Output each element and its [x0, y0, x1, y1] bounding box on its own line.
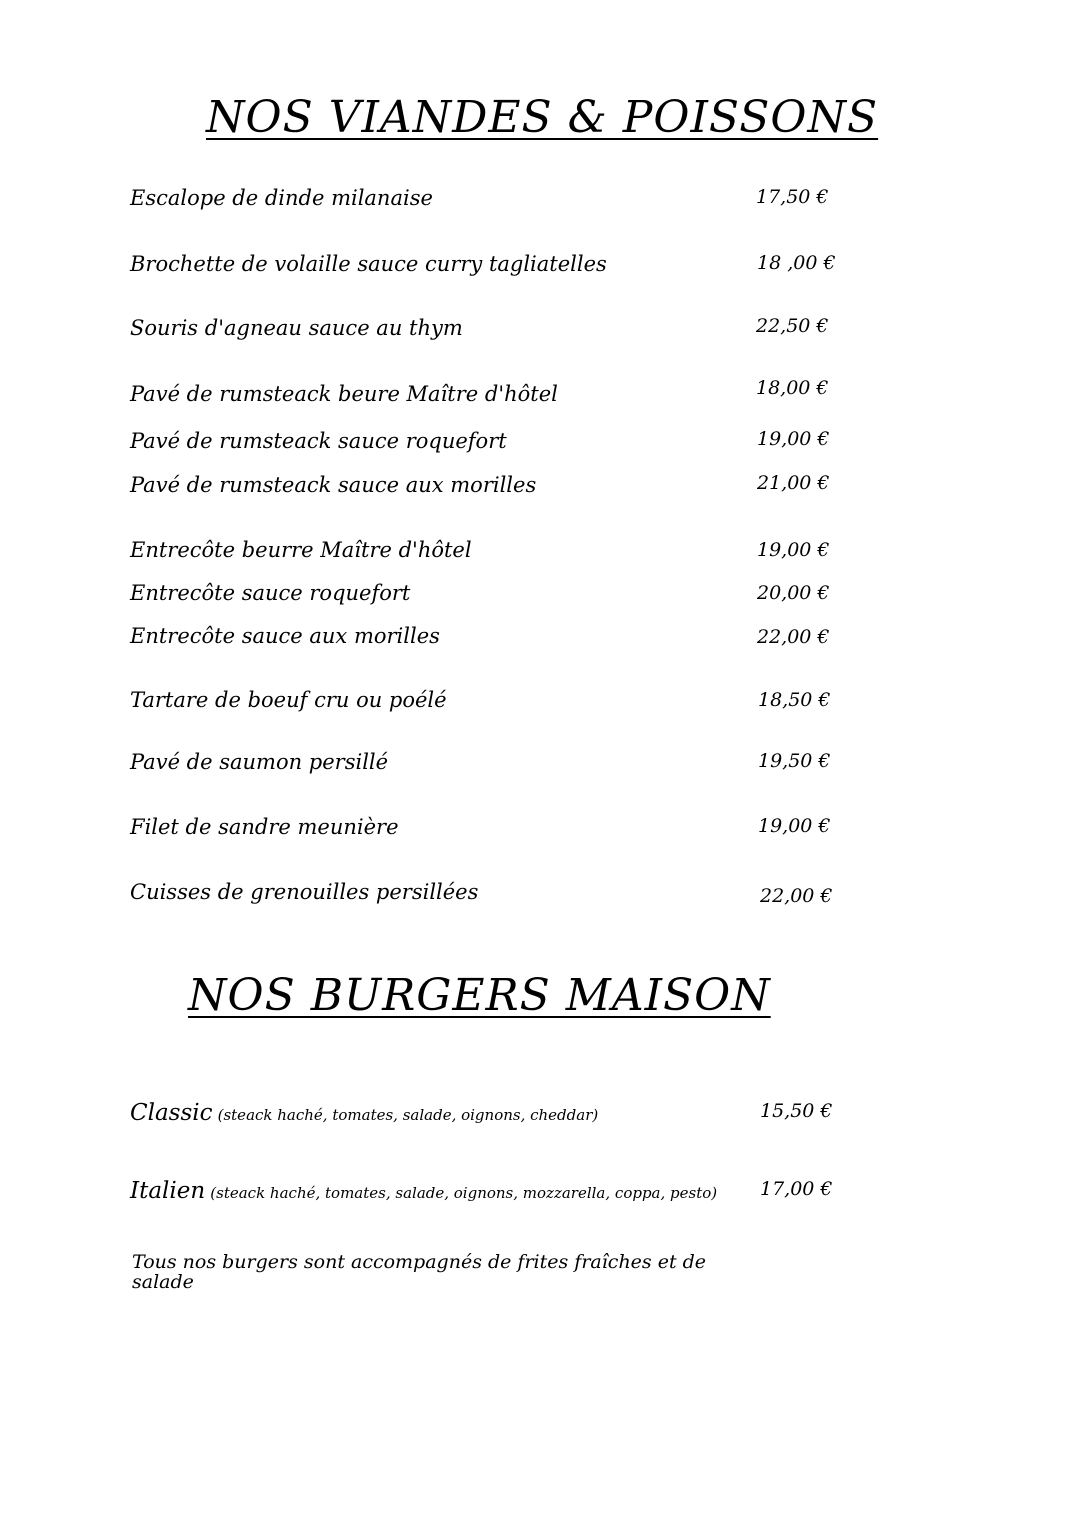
burger-item	[130, 1100, 730, 1126]
menu-item-price: 21,00 €	[757, 472, 830, 494]
burger-price: 17,00 €	[760, 1178, 833, 1200]
menu-item-price: 22,00 €	[760, 885, 833, 907]
menu-item-price: 18,50 €	[758, 689, 831, 711]
menu-item-name: Pavé de rumsteack sauce roquefort	[130, 429, 507, 453]
menu-item-name: Entrecôte sauce roquefort	[130, 581, 411, 605]
menu-item-name: Cuisses de grenouilles persillées	[130, 880, 479, 904]
burger-name: Italien	[130, 1178, 206, 1204]
section-title-burgers: NOS BURGERS MAISON	[188, 970, 771, 1021]
menu-item-name: Tartare de boeuf cru ou poélé	[130, 688, 447, 712]
menu-item-price: 18,00 €	[756, 377, 829, 399]
menu-item-price: 19,00 €	[757, 428, 830, 450]
menu-item-price: 19,00 €	[757, 539, 830, 561]
menu-item-name: Entrecôte beurre Maître d'hôtel	[130, 538, 472, 562]
menu-item-price: 22,50 €	[756, 315, 829, 337]
burger-item	[130, 1178, 730, 1204]
burger-description: (steack haché, tomates, salade, oignons, cheddar)	[217, 1106, 599, 1124]
menu-item-price: 18 ,00 €	[757, 252, 836, 274]
burger-name: Classic	[130, 1100, 213, 1126]
menu-item-name: Escalope de dinde milanaise	[130, 186, 433, 210]
burger-description: (steack haché, tomates, salade, oignons, mozzarella, coppa, pesto)	[210, 1184, 718, 1202]
burger-price: 15,50 €	[760, 1100, 833, 1122]
menu-item-name: Entrecôte sauce aux morilles	[130, 624, 440, 648]
menu-item-name: Pavé de rumsteack sauce aux morilles	[130, 473, 537, 497]
menu-item-price: 17,50 €	[756, 186, 829, 208]
menu-item-name: Souris d'agneau sauce au thym	[130, 316, 463, 340]
menu-item-name: Pavé de rumsteack beure Maître d'hôtel	[130, 382, 558, 406]
burger-side-note: Tous nos burgers sont accompagnés de frites fraîches et de salade	[132, 1251, 707, 1293]
menu-item-name: Brochette de volaille sauce curry tagliatelles	[130, 252, 607, 276]
menu-item-price: 20,00 €	[757, 582, 830, 604]
section-title-meats-fish: NOS VIANDES & POISSONS	[206, 92, 879, 143]
menu-item-price: 19,50 €	[758, 750, 831, 772]
menu-item-price: 22,00 €	[757, 626, 830, 648]
menu-item-price: 19,00 €	[758, 815, 831, 837]
menu-item-name: Filet de sandre meunière	[130, 815, 399, 839]
menu-item-name: Pavé de saumon persillé	[130, 750, 389, 774]
